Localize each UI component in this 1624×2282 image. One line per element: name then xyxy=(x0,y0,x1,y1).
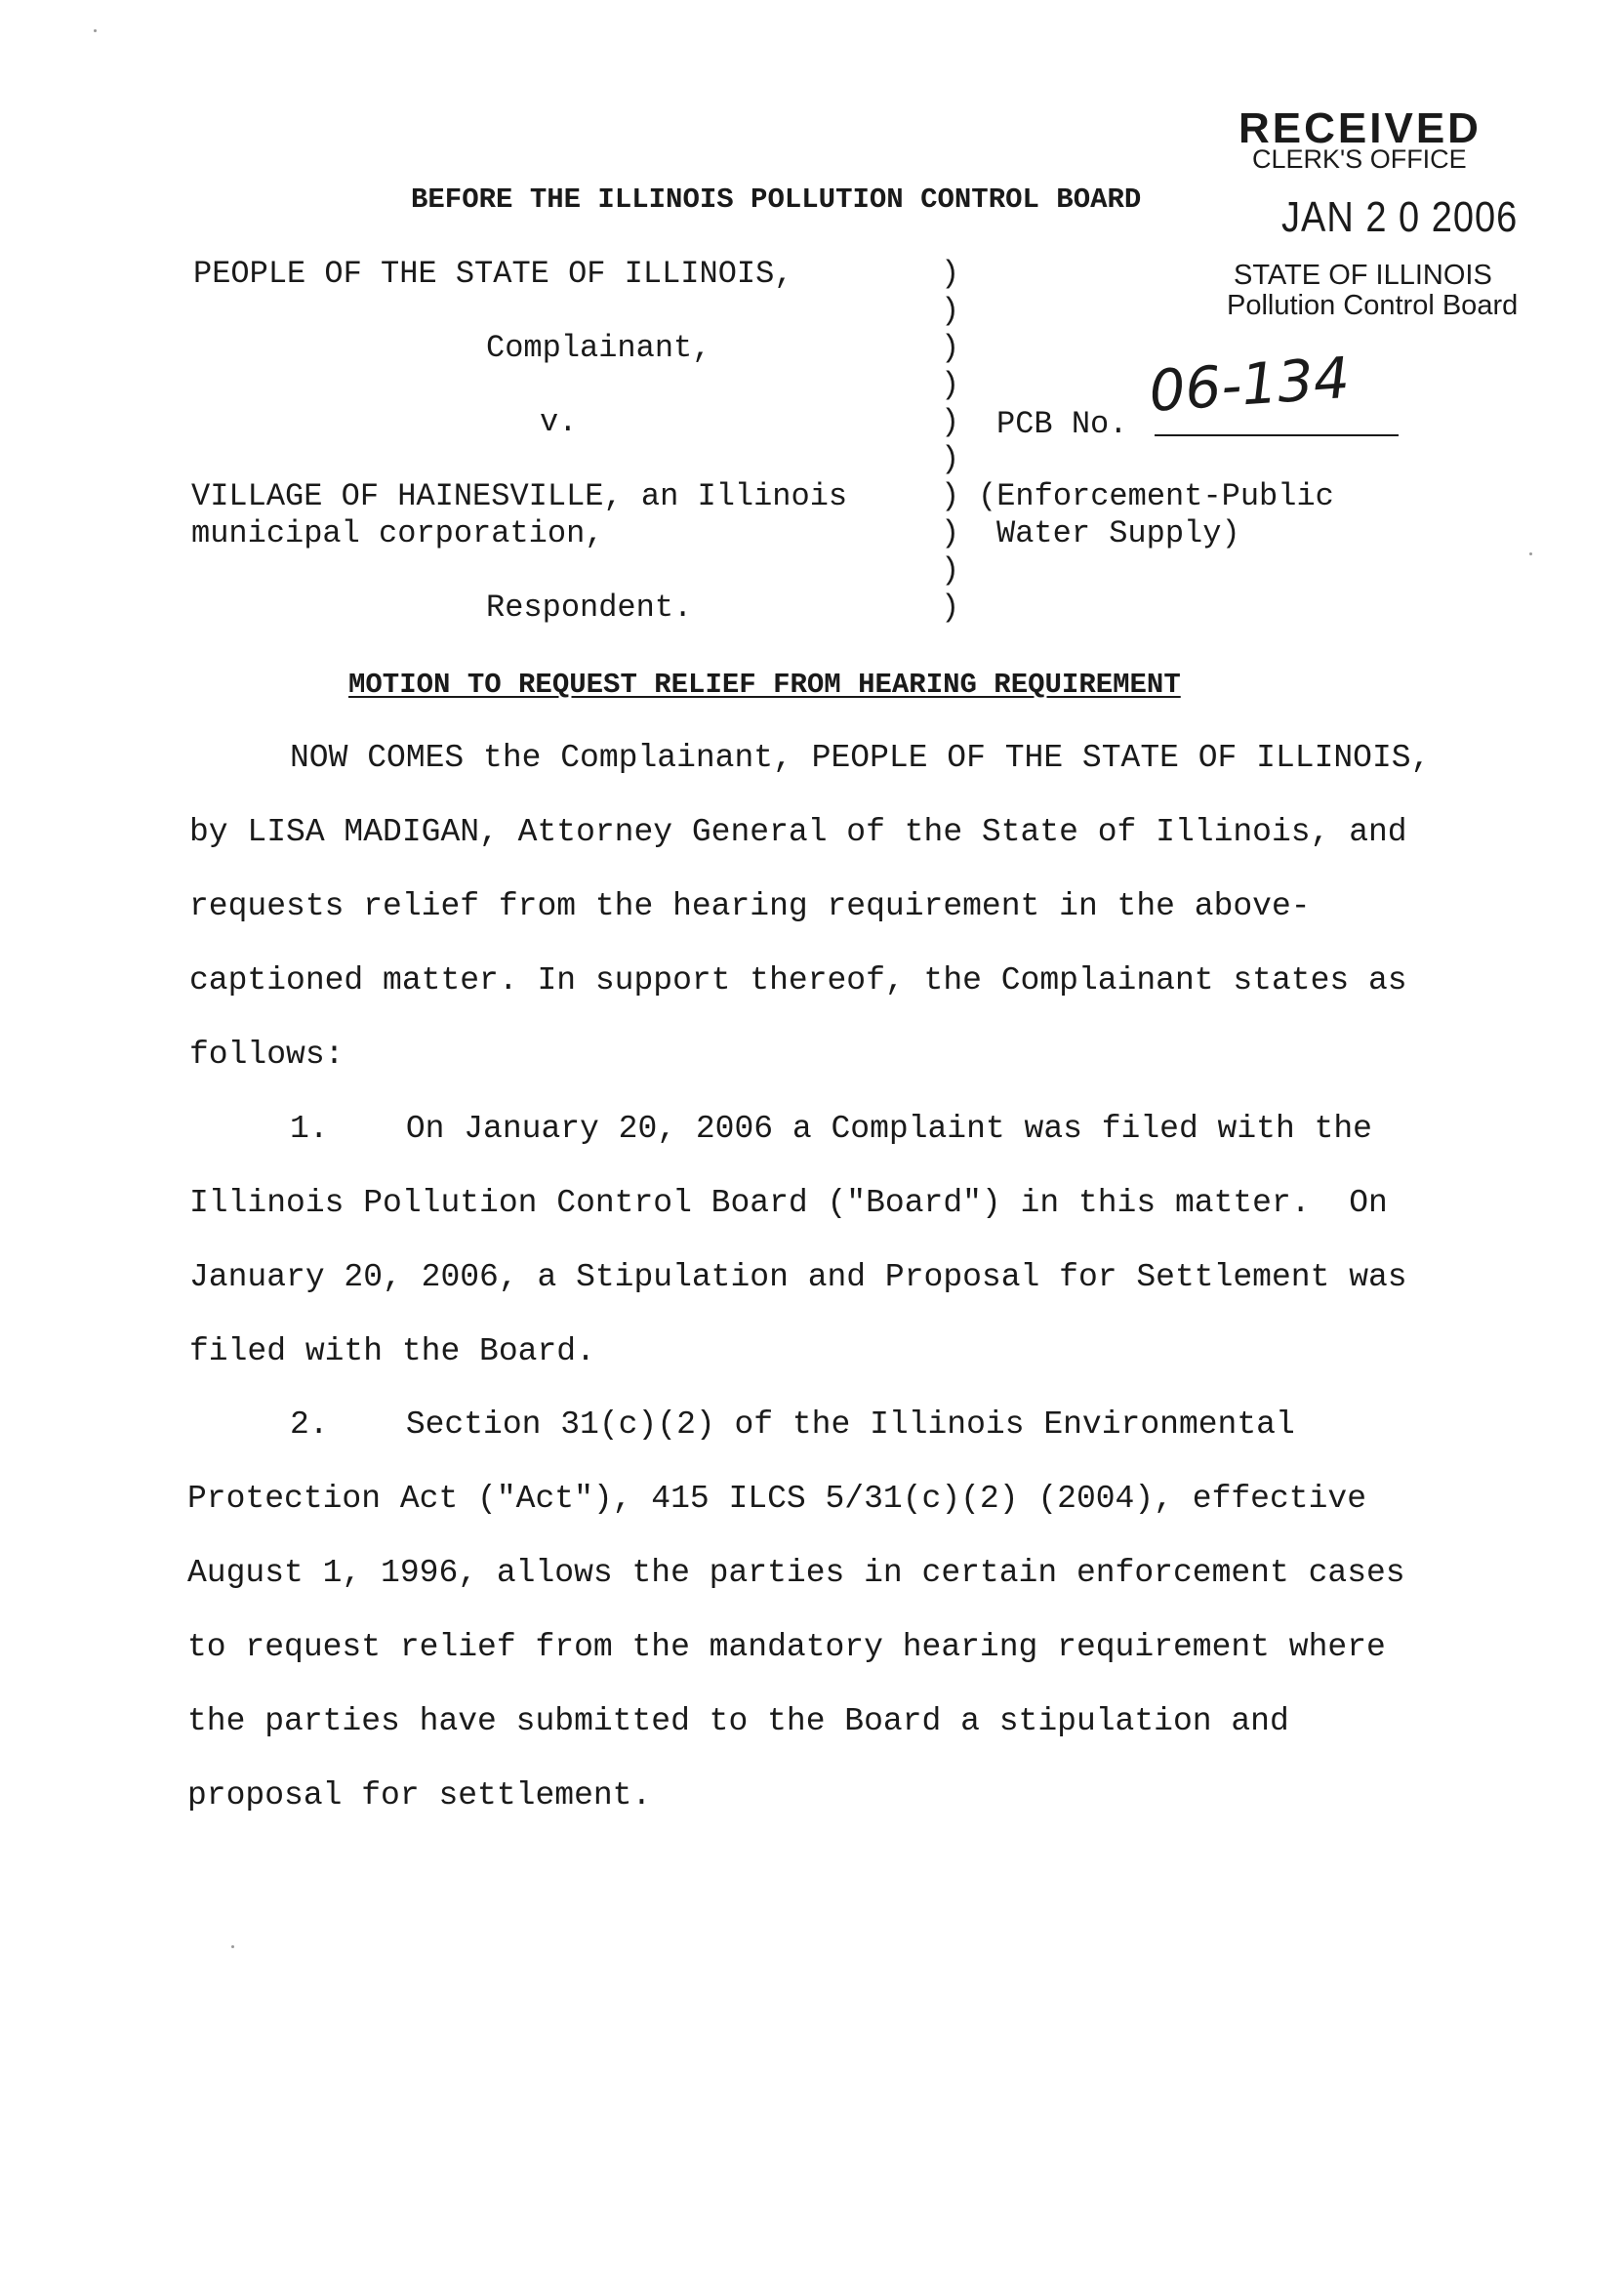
body-line: 2. Section 31(c)(2) of the Illinois Environmental xyxy=(290,1406,1295,1443)
caption-paren: ) xyxy=(941,590,960,626)
stamp-date: JAN 2 0 2006 xyxy=(1281,194,1519,242)
scan-speck xyxy=(94,29,97,32)
stamp-received: RECEIVED xyxy=(1238,104,1482,152)
case-number-line xyxy=(1155,434,1399,436)
body-line: captioned matter. In support thereof, the Complainant states as xyxy=(189,962,1407,998)
motion-title: MOTION TO REQUEST RELIEF FROM HEARING REQUIREMENT xyxy=(348,669,1181,701)
complainant-party: PEOPLE OF THE STATE OF ILLINOIS, xyxy=(193,256,793,292)
body-line: Protection Act ("Act"), 415 ILCS 5/31(c)(2) (2004), effective xyxy=(187,1481,1366,1517)
caption-paren: ) xyxy=(941,441,960,477)
body-line: requests relief from the hearing requirement in the above- xyxy=(189,888,1311,924)
body-line: the parties have submitted to the Board a stipulation and xyxy=(187,1703,1289,1739)
pcb-label: PCB No. xyxy=(996,406,1128,442)
case-number: 06-134 xyxy=(1147,344,1352,426)
caption-paren: ) xyxy=(941,552,960,589)
body-line: follows: xyxy=(189,1037,345,1073)
body-line: August 1, 1996, allows the parties in certain enforcement cases xyxy=(187,1555,1405,1591)
case-type-line1: (Enforcement-Public xyxy=(978,478,1334,514)
stamp-board: Pollution Control Board xyxy=(1227,290,1519,321)
stamp-clerks-office: CLERK'S OFFICE xyxy=(1252,144,1467,174)
respondent-role: Respondent. xyxy=(486,590,693,626)
caption-paren: ) xyxy=(941,515,960,551)
body-line: to request relief from the mandatory hearing requirement where xyxy=(187,1629,1386,1665)
scan-speck xyxy=(231,1945,234,1948)
body-line: January 20, 2006, a Stipulation and Proposal for Settlement was xyxy=(189,1259,1407,1295)
respondent-line1: VILLAGE OF HAINESVILLE, an Illinois xyxy=(191,478,848,514)
body-line: 1. On January 20, 2006 a Complaint was filed with the xyxy=(290,1111,1372,1147)
body-line: filed with the Board. xyxy=(189,1333,595,1369)
body-line: Illinois Pollution Control Board ("Board") in this matter. On xyxy=(189,1185,1388,1221)
stamp-state: STATE OF ILLINOIS xyxy=(1234,260,1492,291)
caption-paren: ) xyxy=(941,293,960,329)
complainant-role: Complainant, xyxy=(486,330,711,366)
body-line: proposal for settlement. xyxy=(187,1777,652,1813)
caption-paren: ) xyxy=(941,256,960,292)
case-type-line2: Water Supply) xyxy=(996,515,1240,551)
body-line: by LISA MADIGAN, Attorney General of the State of Illinois, and xyxy=(189,814,1407,850)
body-line: NOW COMES the Complainant, PEOPLE OF THE STATE OF ILLINOIS, xyxy=(290,740,1431,776)
caption-paren: ) xyxy=(941,330,960,366)
board-title: BEFORE THE ILLINOIS POLLUTION CONTROL BOARD xyxy=(411,183,1142,216)
caption-paren: ) xyxy=(941,404,960,440)
versus: v. xyxy=(540,404,578,440)
scan-speck xyxy=(1529,552,1532,555)
caption-paren: ) xyxy=(941,367,960,403)
respondent-line2: municipal corporation, xyxy=(191,515,604,551)
caption-paren: ) xyxy=(941,478,960,514)
